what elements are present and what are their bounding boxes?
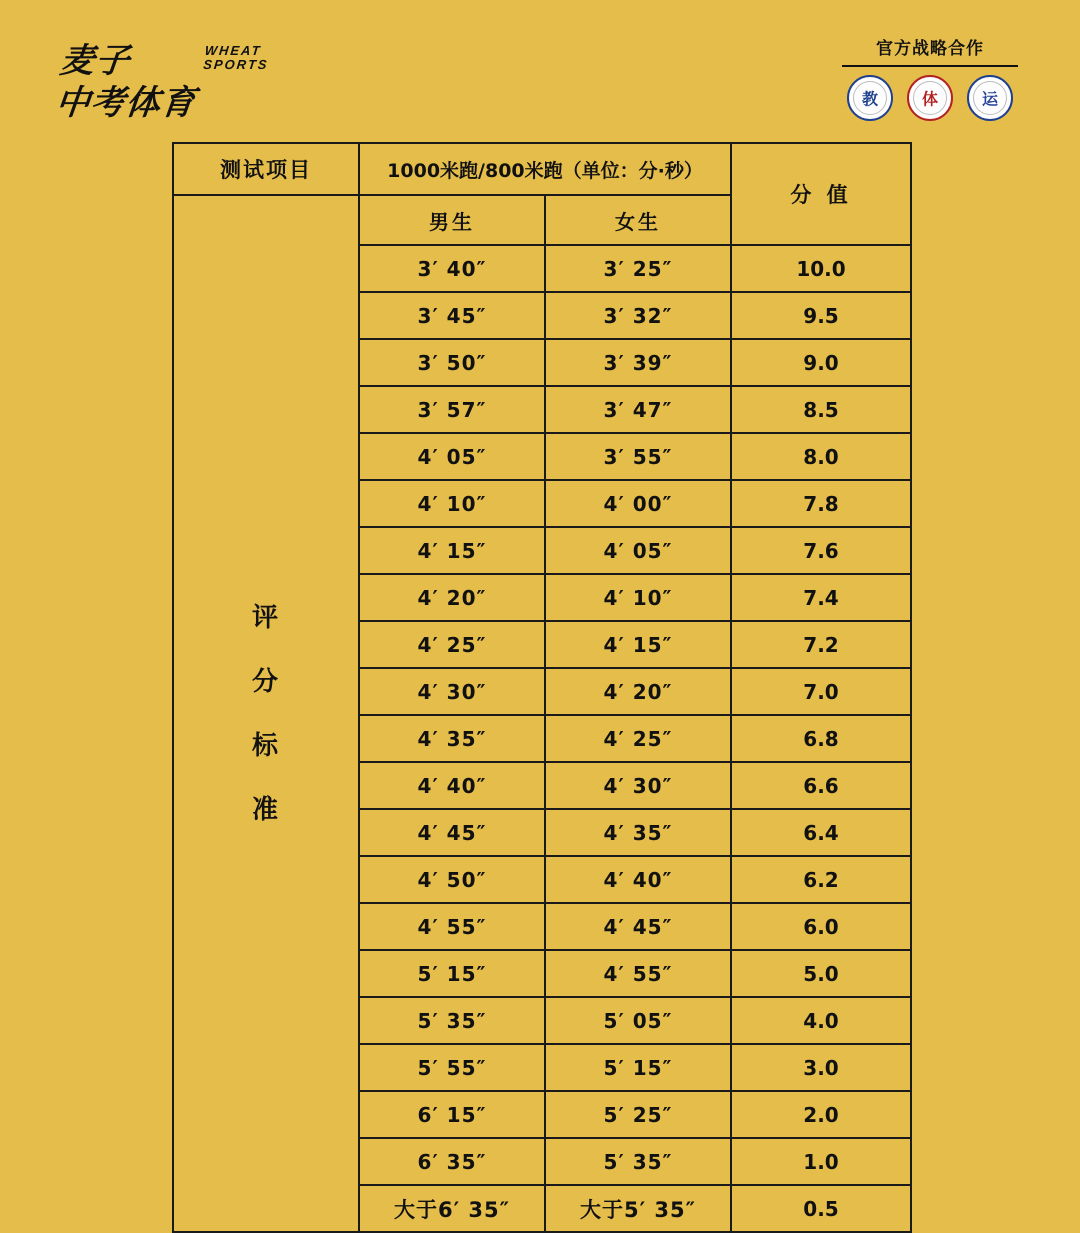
row-label-scoring-standard bbox=[173, 195, 359, 1232]
cell-score: 7.0 bbox=[731, 668, 911, 715]
cell-male-time: 4′ 55″ bbox=[359, 903, 545, 950]
cell-male-time: 4′ 50″ bbox=[359, 856, 545, 903]
cell-female-time: 4′ 25″ bbox=[545, 715, 731, 762]
header-male: 男生 bbox=[359, 195, 545, 245]
partner-block bbox=[830, 34, 1030, 121]
cell-female-time: 3′ 32″ bbox=[545, 292, 731, 339]
cell-female-time: 4′ 55″ bbox=[545, 950, 731, 997]
brand-chinese-line1: 麦子 bbox=[58, 41, 133, 81]
cell-male-time: 5′ 55″ bbox=[359, 1044, 545, 1091]
cell-score: 7.8 bbox=[731, 480, 911, 527]
cell-female-time: 4′ 30″ bbox=[545, 762, 731, 809]
brand-english-name bbox=[203, 44, 271, 72]
cell-score: 5.0 bbox=[731, 950, 911, 997]
cell-female-time: 3′ 25″ bbox=[545, 245, 731, 292]
cell-female-time: 3′ 39″ bbox=[545, 339, 731, 386]
cell-score: 1.0 bbox=[731, 1138, 911, 1185]
page-header bbox=[0, 0, 1080, 140]
header-test-item: 测试项目 bbox=[173, 143, 359, 195]
brand-chinese-name bbox=[54, 40, 203, 124]
scoring-table-wrapper bbox=[172, 142, 910, 1233]
brand-english-line2: SPORTS bbox=[202, 57, 270, 72]
cell-score: 9.0 bbox=[731, 339, 911, 386]
cell-male-time: 4′ 25″ bbox=[359, 621, 545, 668]
logo-mark: 体 bbox=[921, 91, 939, 109]
logo-athletics-association bbox=[907, 75, 953, 121]
cell-male-time: 4′ 45″ bbox=[359, 809, 545, 856]
row-label-char-3: 标 bbox=[251, 730, 280, 761]
cell-female-time: 3′ 47″ bbox=[545, 386, 731, 433]
cell-female-time: 4′ 45″ bbox=[545, 903, 731, 950]
cell-score: 8.0 bbox=[731, 433, 911, 480]
cell-score: 9.5 bbox=[731, 292, 911, 339]
cell-male-time: 3′ 50″ bbox=[359, 339, 545, 386]
partner-logos bbox=[830, 75, 1030, 121]
partner-divider bbox=[842, 65, 1018, 67]
cell-male-time: 4′ 10″ bbox=[359, 480, 545, 527]
cell-score: 6.0 bbox=[731, 903, 911, 950]
header-score: 分 值 bbox=[731, 143, 911, 245]
cell-female-time: 4′ 15″ bbox=[545, 621, 731, 668]
cell-male-time: 4′ 05″ bbox=[359, 433, 545, 480]
cell-female-time: 5′ 25″ bbox=[545, 1091, 731, 1138]
cell-male-time: 大于6′ 35″ bbox=[359, 1185, 545, 1232]
cell-female-time: 5′ 35″ bbox=[545, 1138, 731, 1185]
cell-score: 10.0 bbox=[731, 245, 911, 292]
cell-male-time: 4′ 20″ bbox=[359, 574, 545, 621]
cell-score: 7.6 bbox=[731, 527, 911, 574]
cell-female-time: 4′ 00″ bbox=[545, 480, 731, 527]
cell-female-time: 4′ 10″ bbox=[545, 574, 731, 621]
header-female: 女生 bbox=[545, 195, 731, 245]
cell-male-time: 3′ 57″ bbox=[359, 386, 545, 433]
row-label-char-2: 分 bbox=[251, 666, 280, 697]
row-label-char-4: 准 bbox=[251, 794, 280, 825]
cell-score: 8.5 bbox=[731, 386, 911, 433]
cell-score: 6.2 bbox=[731, 856, 911, 903]
cell-male-time: 5′ 35″ bbox=[359, 997, 545, 1044]
cell-male-time: 3′ 40″ bbox=[359, 245, 545, 292]
cell-female-time: 4′ 40″ bbox=[545, 856, 731, 903]
logo-mark: 教 bbox=[861, 91, 879, 109]
cell-female-time: 5′ 05″ bbox=[545, 997, 731, 1044]
scoring-table bbox=[172, 142, 912, 1233]
cell-score: 6.6 bbox=[731, 762, 911, 809]
row-label-char-1: 评 bbox=[251, 602, 280, 633]
cell-male-time: 5′ 15″ bbox=[359, 950, 545, 997]
logo-sports-federation bbox=[967, 75, 1013, 121]
cell-male-time: 4′ 15″ bbox=[359, 527, 545, 574]
brand-chinese-line2: 中考体育 bbox=[53, 83, 198, 123]
cell-male-time: 6′ 15″ bbox=[359, 1091, 545, 1138]
cell-score: 3.0 bbox=[731, 1044, 911, 1091]
cell-score: 6.4 bbox=[731, 809, 911, 856]
cell-male-time: 4′ 30″ bbox=[359, 668, 545, 715]
cell-score: 4.0 bbox=[731, 997, 911, 1044]
cell-female-time: 4′ 35″ bbox=[545, 809, 731, 856]
logo-education-bureau bbox=[847, 75, 893, 121]
cell-female-time: 3′ 55″ bbox=[545, 433, 731, 480]
partner-title: 官方战略合作 bbox=[876, 39, 984, 59]
brand-english-line1: WHEAT bbox=[204, 43, 263, 58]
cell-male-time: 4′ 40″ bbox=[359, 762, 545, 809]
header-event: 1000米跑/800米跑（单位：分·秒） bbox=[359, 143, 731, 195]
cell-score: 7.2 bbox=[731, 621, 911, 668]
cell-score: 2.0 bbox=[731, 1091, 911, 1138]
cell-score: 7.4 bbox=[731, 574, 911, 621]
table-header-row-1 bbox=[173, 143, 911, 195]
cell-score: 0.5 bbox=[731, 1185, 911, 1232]
cell-female-time: 5′ 15″ bbox=[545, 1044, 731, 1091]
cell-male-time: 3′ 45″ bbox=[359, 292, 545, 339]
cell-male-time: 4′ 35″ bbox=[359, 715, 545, 762]
cell-score: 6.8 bbox=[731, 715, 911, 762]
cell-female-time: 4′ 20″ bbox=[545, 668, 731, 715]
brand-logo bbox=[53, 40, 270, 124]
cell-female-time: 大于5′ 35″ bbox=[545, 1185, 731, 1232]
cell-male-time: 6′ 35″ bbox=[359, 1138, 545, 1185]
logo-mark: 运 bbox=[981, 91, 999, 109]
cell-female-time: 4′ 05″ bbox=[545, 527, 731, 574]
